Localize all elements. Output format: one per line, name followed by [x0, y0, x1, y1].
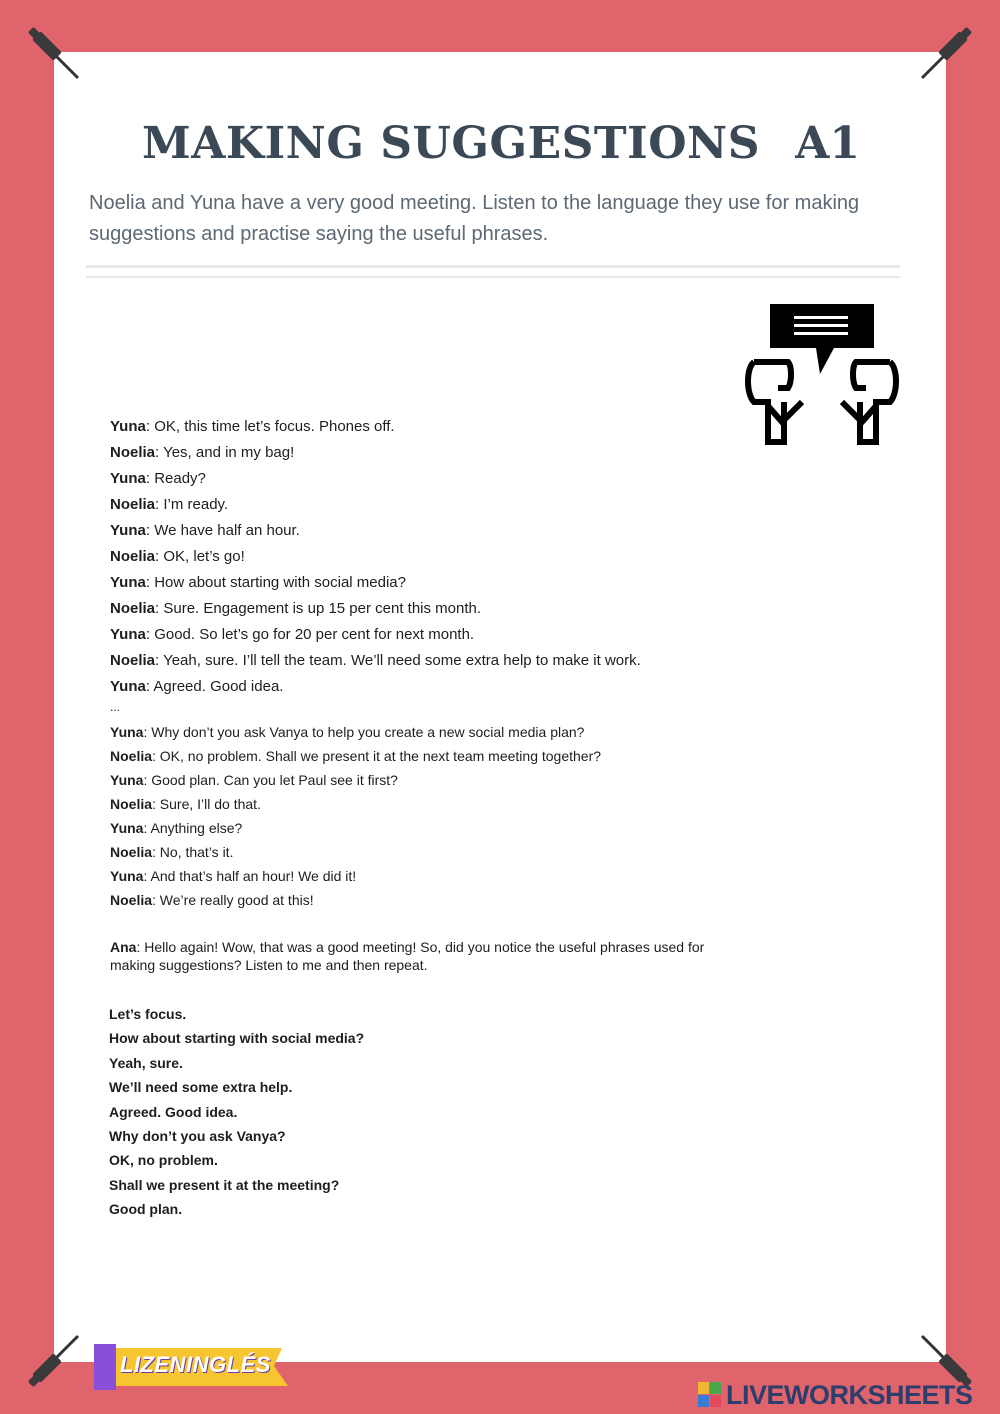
- phrase-item: Agreed. Good idea.: [109, 1103, 238, 1120]
- dialogue-line: Yuna: Agreed. Good idea.: [110, 678, 284, 695]
- dialogue-line: Noelia: Yeah, sure. I’ll tell the team. We’ll need some extra help to make it work.: [110, 652, 641, 669]
- phrase-item: OK, no problem.: [109, 1152, 218, 1169]
- phrase-item: Shall we present it at the meeting?: [109, 1176, 340, 1193]
- dialogue-line: Noelia: Sure. Engagement is up 15 per cent this month.: [110, 600, 482, 617]
- dialogue-line: Yuna: Good plan. Can you let Paul see it first?: [110, 772, 398, 788]
- phrase-item: Yeah, sure.: [109, 1054, 183, 1071]
- dialogue-line: Yuna: Ready?: [110, 470, 206, 487]
- title-row: [90, 118, 900, 178]
- dialogue-line: Yuna: Why don’t you ask Vanya to help you create a new social media plan?: [110, 724, 585, 740]
- dialogue-line: Noelia: OK, no problem. Shall we present it at the next team meeting together?: [110, 748, 602, 764]
- dialogue-line: Yuna: Anything else?: [110, 820, 243, 836]
- divider: [86, 265, 900, 268]
- lizeningles-logo: LIZENINGLÉS: [92, 1344, 292, 1390]
- push-pin-icon: [26, 1332, 82, 1388]
- dialogue-line: Noelia: Sure, I’ll do that.: [110, 796, 261, 812]
- dialogue-line: Noelia: I’m ready.: [110, 496, 229, 513]
- dialogue-line: Yuna: Good. So let’s go for 20 per cent for next month.: [110, 626, 475, 643]
- dialogue-line: Yuna: OK, this time let’s focus. Phones off.: [110, 418, 395, 435]
- phrase-item: How about starting with social media?: [109, 1030, 365, 1047]
- divider: [86, 276, 900, 278]
- phrase-item: Let’s focus.: [109, 1006, 187, 1022]
- dialogue-line: Noelia: OK, let’s go!: [110, 548, 245, 565]
- dialogue-line: Noelia: We’re really good at this!: [110, 892, 314, 908]
- push-pin-icon: [918, 26, 974, 82]
- phrase-item: Good plan.: [109, 1201, 183, 1218]
- dialogue-line: Yuna: We have half an hour.: [110, 522, 300, 539]
- level-label: A1: [795, 118, 860, 169]
- liveworksheets-logo: LIVEWORKSHEETS: [698, 1378, 998, 1410]
- intro-text: Noelia and Yuna have a very good meeting. Listen to the language they use for making suggestions and practise saying the useful phrases.: [89, 192, 860, 245]
- dialogue-line: Noelia: No, that’s it.: [110, 844, 234, 860]
- ellipsis: ...: [110, 700, 121, 714]
- dialogue-line: Noelia: Yes, and in my bag!: [110, 444, 295, 461]
- push-pin-icon: [26, 26, 82, 82]
- useful-phrases: [109, 1002, 509, 1222]
- dialogue-line: Yuna: How about starting with social media?: [110, 574, 406, 591]
- dialogue-line: Yuna: And that’s half an hour! We did it!: [110, 868, 357, 884]
- page-title: MAKING SUGGESTIONS: [142, 118, 761, 169]
- dialogue: [110, 414, 750, 912]
- conversation-icon: [744, 302, 902, 446]
- phrase-item: We’ll need some extra help.: [109, 1079, 293, 1096]
- ana-paragraph: Ana: Hello again! Wow, that was a good meeting! So, did you notice the useful phrases used for making suggestions? Listen to me and then repeat.: [110, 939, 705, 973]
- phrase-item: Why don’t you ask Vanya?: [109, 1127, 286, 1144]
